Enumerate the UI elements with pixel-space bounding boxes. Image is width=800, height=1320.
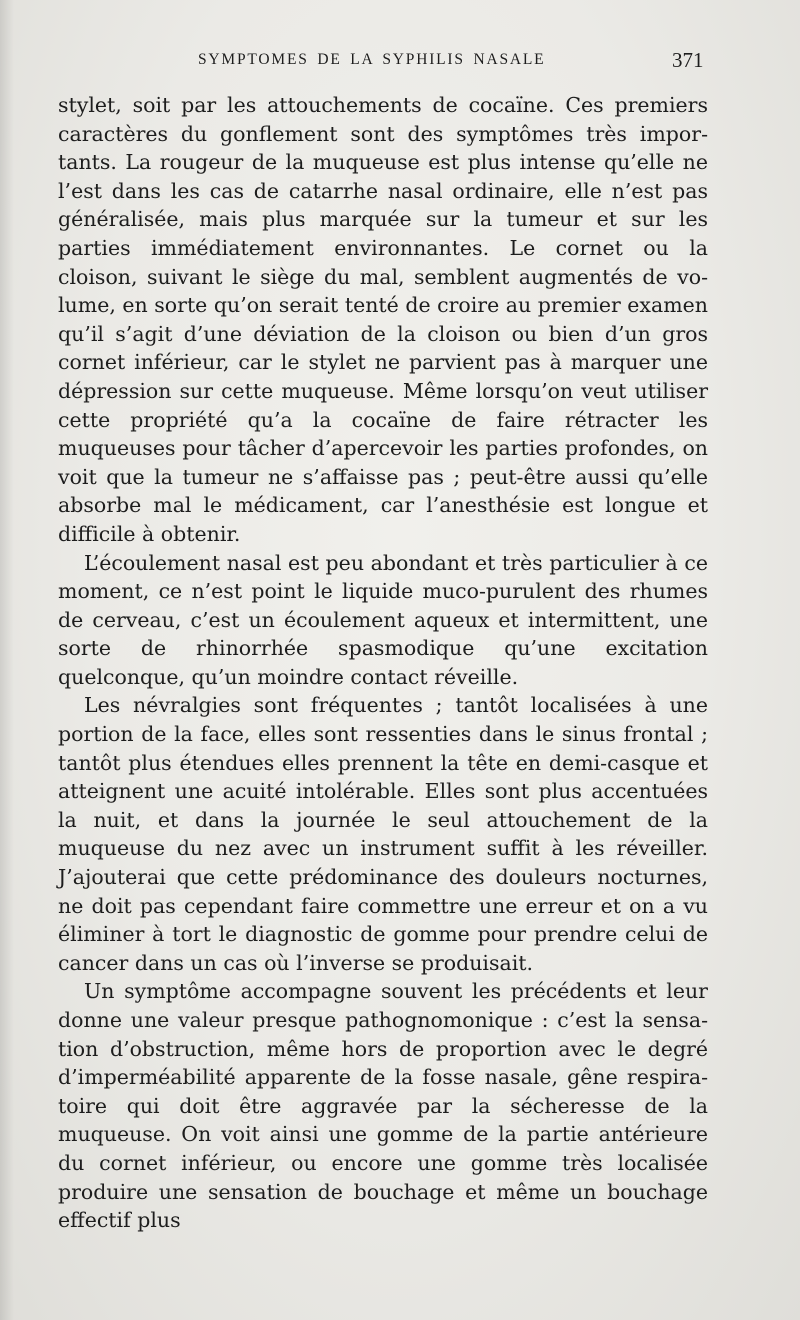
body-text [58,91,708,1235]
page-edge-shadow [0,0,14,1320]
page-number: 371 [672,48,704,72]
running-title: SYMPTOMES DE LA SYPHILIS NASALE [198,51,546,68]
paragraph-3: Les névralgies sont fréquentes ; tantôt localisées à une portion de la face, elles sont ressenties dans le sinus frontal ; tantôt plus étendues elles prennent la tête en demi-casque et atteignent une acuité intolérable. Elles sont plus accentuées la nuit, et dans la journée le seul attouchement de la muqueuse du nez avec un instrument suffit à les réveiller. J’ajouterai que cette prédominance des douleurs nocturnes, ne doit pas cependant faire commettre une erreur et on a vu éliminer à tort le diagnostic de gomme pour prendre celui de cancer dans un cas où l’inverse se produisait. [58,693,708,975]
paragraph-1: stylet, soit par les attouchements de cocaïne. Ces premiers caractères du gonflement sont des symptômes très importants. La rougeur de la muqueuse est plus intense qu’elle ne l’est dans les cas de catarrhe nasal ordinaire, elle n’est pas généralisée, mais plus marquée sur la tumeur et sur les parties immédiatement environnantes. Le cornet ou la cloison, suivant le siège du mal, semblent augmentés de volume, en sorte qu’on serait tenté de croire au premier examen qu’il s’agit d’une déviation de la cloison ou bien d’un gros cornet inférieur, car le stylet ne parvient pas à marquer une dépression sur cette muqueuse. Même lorsqu’on veut utiliser cette propriété qu’a la cocaïne de faire rétracter les muqueuses pour tâcher d’apercevoir les parties profondes, on voit que la tumeur ne s’affaisse pas ; peut-être aussi qu’elle absorbe mal le médicament, car l’anesthésie est longue et difficile à obtenir. [58,93,708,546]
paragraph-2: L’écoulement nasal est peu abondant et très particulier à ce moment, ce n’est point le liquide muco-purulent des rhumes de cerveau, c’est un écoulement aqueux et intermittent, une sorte de rhinorrhée spasmodique qu’une excitation quelconque, qu’un moindre contact réveille. [58,550,708,689]
paragraph-4: Un symptôme accompagne souvent les précédents et leur donne une valeur presque pathognomonique : c’est la sensation d’obstruction, même hors de proportion avec le degré d’imperméabilité apparente de la fosse nasale, gêne respiratoire qui doit être aggravée par la sécheresse de la muqueuse. On voit ainsi une gomme de la partie antérieure du cornet inférieur, ou encore une gomme très localisée produire une sensation de bouchage et même un bouchage effectif plus [58,979,708,1233]
page-header [0,48,800,76]
